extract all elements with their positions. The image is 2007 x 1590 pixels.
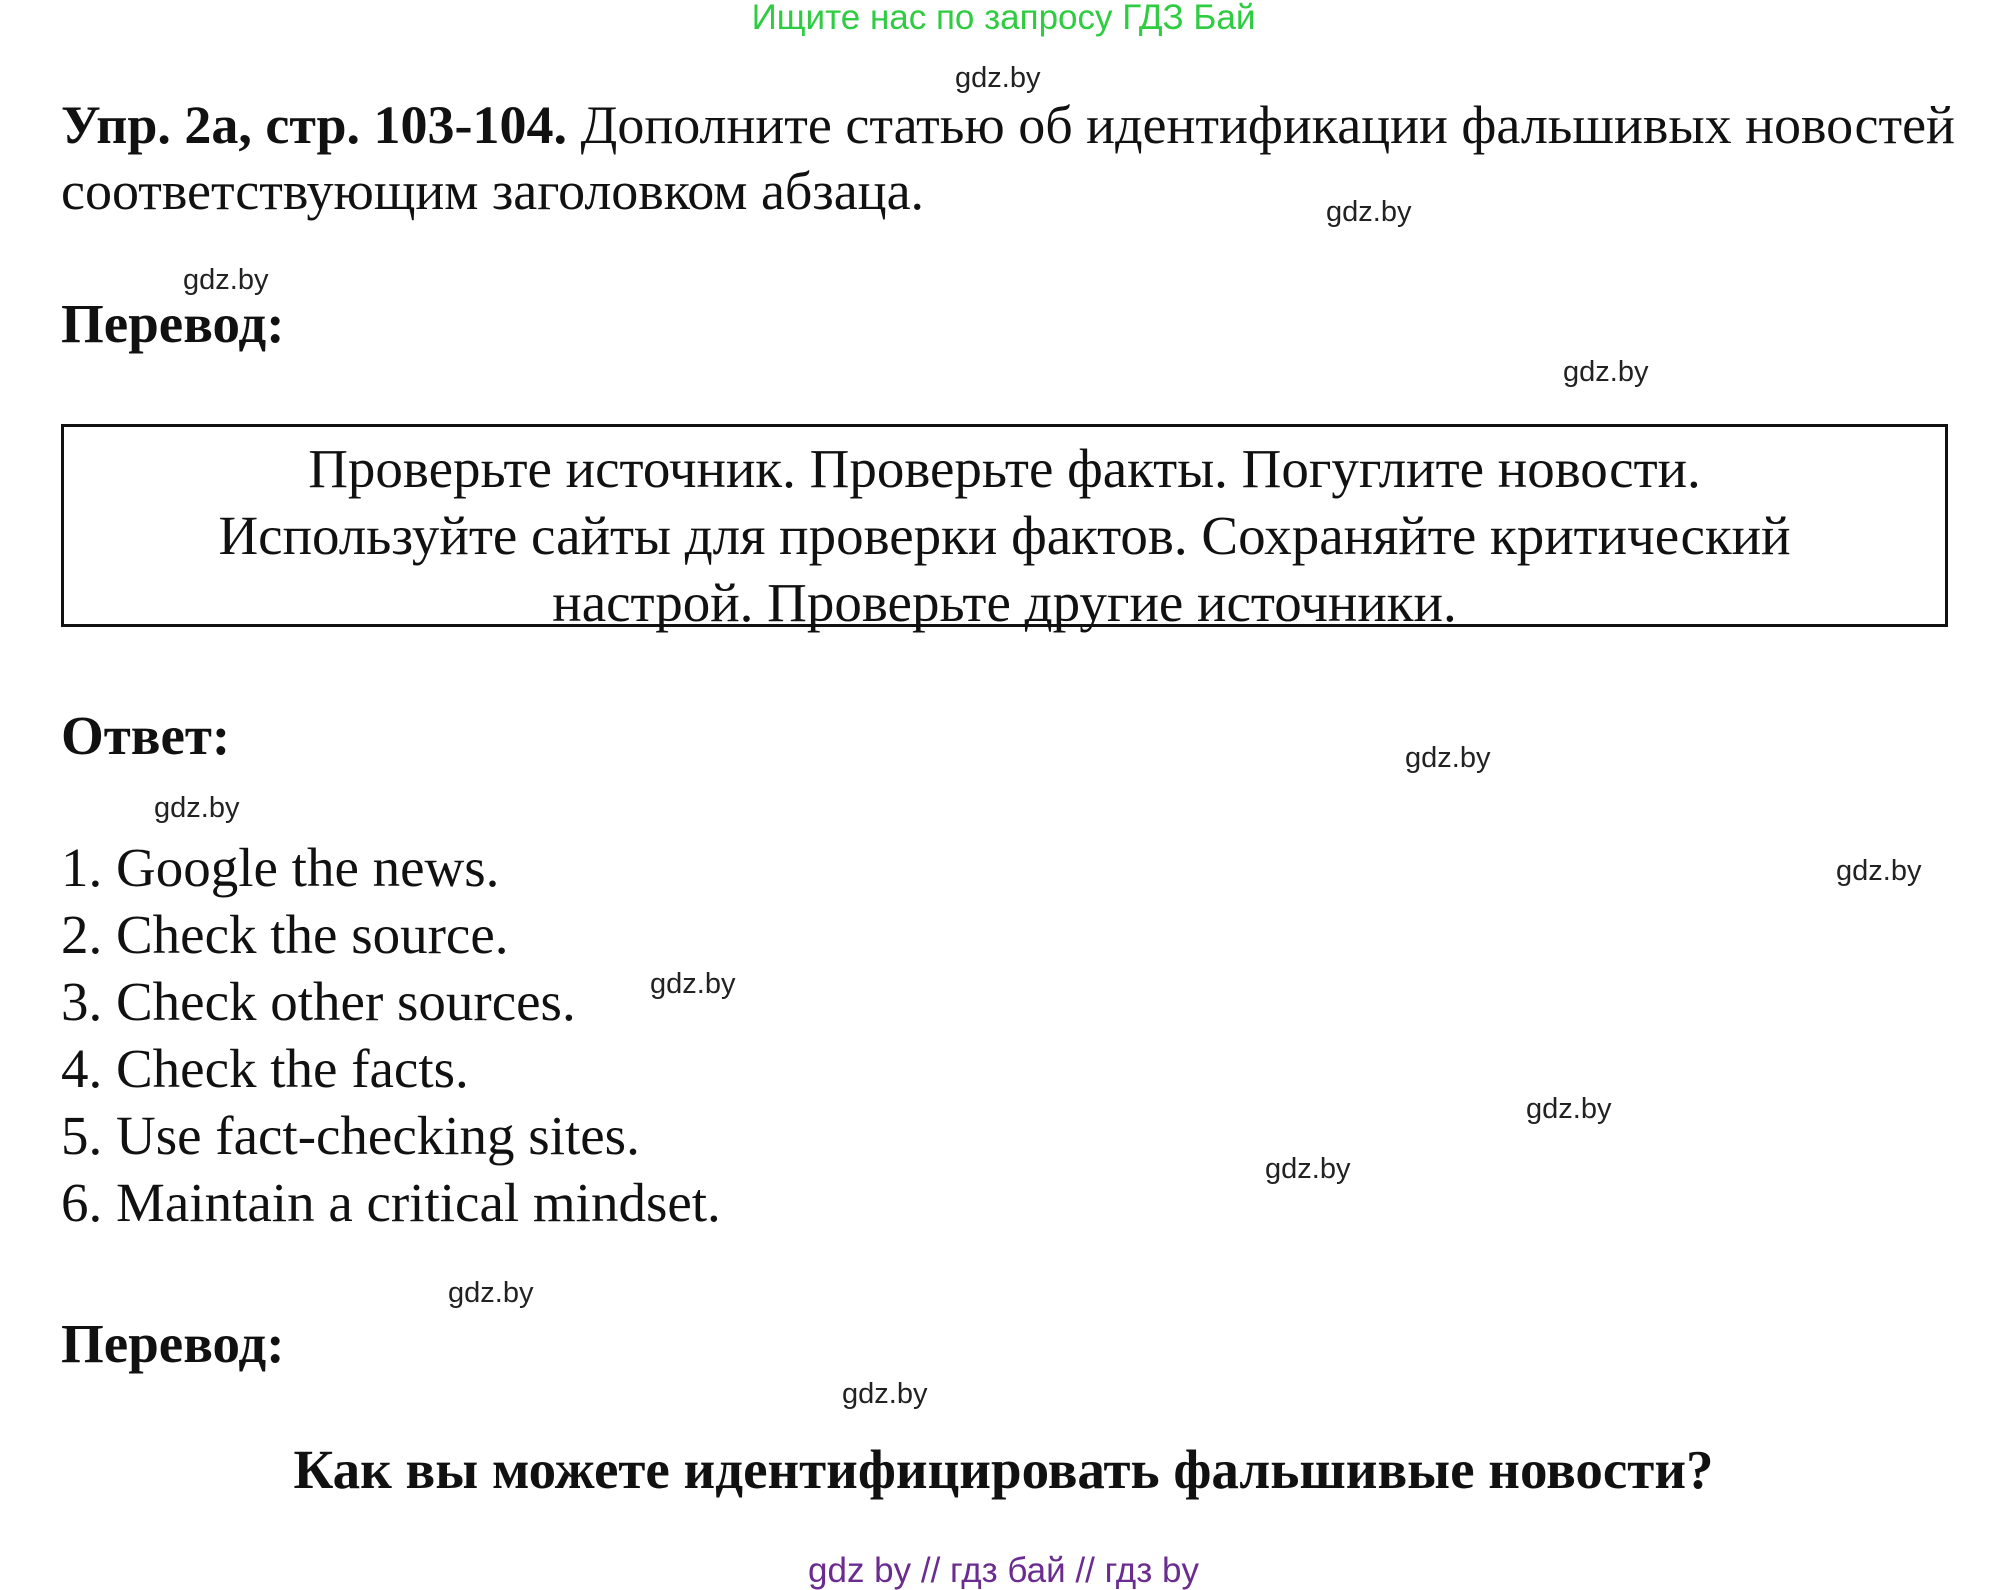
translation-heading: Перевод: xyxy=(61,1313,285,1374)
translation-line: настрой. Проверьте другие источники. xyxy=(552,572,1457,633)
answer-item: 3. Check other sources. xyxy=(61,971,576,1032)
answer-item: 2. Check the source. xyxy=(61,904,509,965)
watermark: gdz.by xyxy=(1836,855,1922,887)
question-title: Как вы можете идентифицировать фальшивые новости? xyxy=(293,1439,1714,1500)
watermark: gdz.by xyxy=(448,1277,534,1309)
answer-list xyxy=(61,834,721,1236)
exercise-instruction: Дополните статью об идентификации фальшивых новостей соответствующим заголовком абзаца. xyxy=(61,95,1955,221)
watermark: gdz.by xyxy=(1326,196,1412,228)
answer-item: 6. Maintain a critical mindset. xyxy=(61,1172,721,1233)
answer-item: 4. Check the facts. xyxy=(61,1038,469,1099)
watermark: gdz.by xyxy=(183,264,269,296)
watermark: gdz.by xyxy=(1265,1153,1351,1185)
answer-item: 1. Google the news. xyxy=(61,837,500,898)
exercise-task xyxy=(61,92,1971,224)
watermark: gdz.by xyxy=(154,792,240,824)
exercise-label: Упр. 2а, стр. 103-104. xyxy=(61,95,568,155)
translation-heading: Перевод: xyxy=(61,293,285,354)
watermark: gdz.by xyxy=(955,62,1041,94)
watermark: gdz.by xyxy=(1563,356,1649,388)
watermark: gdz.by xyxy=(650,968,736,1000)
answer-heading: Ответ: xyxy=(61,705,231,766)
watermark: gdz.by xyxy=(1526,1093,1612,1125)
translation-line: Используйте сайты для проверки фактов. Сохраняйте критический xyxy=(218,505,1791,566)
search-banner: Ищите нас по запросу ГДЗ Бай xyxy=(751,0,1256,37)
watermark: gdz.by xyxy=(842,1378,928,1410)
footer-links: gdz by // гдз бай // гдз by xyxy=(808,1551,1199,1590)
watermark: gdz.by xyxy=(1405,742,1491,774)
translation-box xyxy=(61,424,1948,633)
translation-line: Проверьте источник. Проверьте факты. Погуглите новости. xyxy=(308,438,1701,499)
answer-item: 5. Use fact-checking sites. xyxy=(61,1105,640,1166)
